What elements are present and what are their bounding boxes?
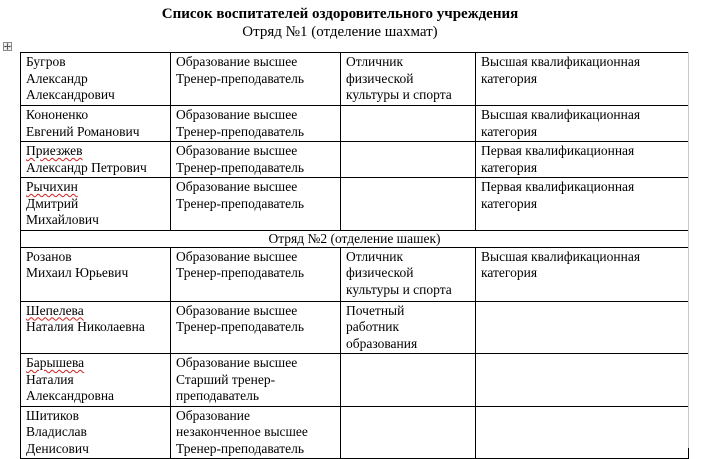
category-cell [476,247,689,301]
table-row [21,406,689,459]
category-cell [476,301,689,354]
name-line: Александр [26,70,88,86]
education-cell [171,178,341,231]
award-line: Отличник [346,248,404,264]
table-row [21,247,689,301]
education-line: Образование высшее [176,302,298,318]
award-cell [341,178,476,231]
award-cell [341,53,476,106]
name-line: Кононенко [26,107,89,122]
name-line: Барышева [26,355,85,370]
education-cell [171,247,341,301]
education-cell [171,301,341,354]
education-cell [171,142,341,178]
name-line: Наталия Николаевна [26,319,145,334]
name-cell [21,301,171,354]
table-row [21,53,689,106]
table-row [21,178,689,231]
category-cell [476,354,689,407]
category-line: Высшая квалификационная [481,54,641,69]
category-line: категория [481,70,538,86]
education-cell [171,406,341,459]
category-line: категория [481,159,538,175]
name-line: Бугров [26,54,66,69]
category-line: Высшая квалификационная [481,248,641,264]
name-line: Рычихин [26,179,78,194]
table-row [21,354,689,407]
category-line: Высшая квалификационная [481,107,641,122]
name-line: Приезжев [26,143,83,158]
name-line: Розанов [26,248,72,264]
education-line: Старший тренер- [176,371,276,387]
award-line: образования [346,335,418,351]
category-cell [476,406,689,459]
name-line: Александр Петрович [26,159,147,175]
education-line: Тренер-преподаватель [176,319,304,334]
name-cell [21,354,171,407]
education-line: Тренер-преподаватель [176,123,304,139]
education-cell [171,106,341,142]
category-line: категория [481,123,538,139]
section-1-title: Отряд №1 (отделение шахмат) [242,24,438,40]
award-cell [341,247,476,301]
award-line: культуры и спорта [346,281,452,297]
category-cell [476,106,689,142]
education-line: Образование [176,407,250,423]
category-cell [476,142,689,178]
name-line: Наталия [26,371,74,387]
name-line: Владислав [26,424,87,439]
name-line: Александровна [26,388,115,403]
education-line: Тренер-преподаватель [176,440,304,456]
award-line: Почетный [346,302,405,318]
education-line: Образование высшее [176,248,298,264]
award-cell [341,406,476,459]
name-line: Шепелева [26,302,84,318]
education-line: Образование высшее [176,179,298,194]
category-cell [476,53,689,106]
award-line: культуры и спорта [346,87,452,102]
name-line: Евгений Романович [26,123,140,139]
education-line: Образование высшее [176,107,298,122]
award-line: физической [346,265,414,280]
table-row [21,106,689,142]
category-line: категория [481,195,538,211]
section-2-title: Отряд №2 (отделение шашек) [21,230,689,247]
section-row [21,230,689,247]
category-line: Первая квалификационная [481,179,635,194]
table-row [21,301,689,354]
education-cell [171,53,341,106]
education-cell [171,354,341,407]
name-cell [21,247,171,301]
award-line: Отличник [346,54,404,69]
education-line: преподаватель [176,388,260,403]
name-line: Михаил Юрьевич [26,265,129,280]
name-cell [21,406,171,459]
education-line: Образование высшее [176,143,298,158]
name-line: Александрович [26,87,115,102]
award-cell [341,301,476,354]
category-cell [476,178,689,231]
education-line: незаконченное высшее [176,424,308,439]
category-line: Первая квалификационная [481,143,635,158]
education-line: Тренер-преподаватель [176,265,304,280]
education-line: Тренер-преподаватель [176,195,304,211]
move-cross-icon[interactable] [3,42,12,51]
name-cell [21,53,171,106]
name-cell [21,142,171,178]
document-title: Список воспитателей оздоровительного учреждения [161,6,519,22]
award-cell [341,354,476,407]
award-line: работник [346,319,400,334]
name-line: Михайлович [26,212,99,227]
award-line: физической [346,70,414,86]
award-cell [341,106,476,142]
page-edge-shadow [688,52,689,448]
education-line: Тренер-преподаватель [176,70,304,86]
category-line: категория [481,265,538,280]
staff-table [20,52,689,459]
name-line: Шитиков [26,407,79,423]
education-line: Образование высшее [176,355,298,370]
education-line: Тренер-преподаватель [176,159,304,175]
name-line: Дмитрий [26,195,79,211]
award-cell [341,142,476,178]
name-cell [21,106,171,142]
table-row [21,142,689,178]
name-line: Денисович [26,440,89,456]
name-cell [21,178,171,231]
education-line: Образование высшее [176,54,298,69]
